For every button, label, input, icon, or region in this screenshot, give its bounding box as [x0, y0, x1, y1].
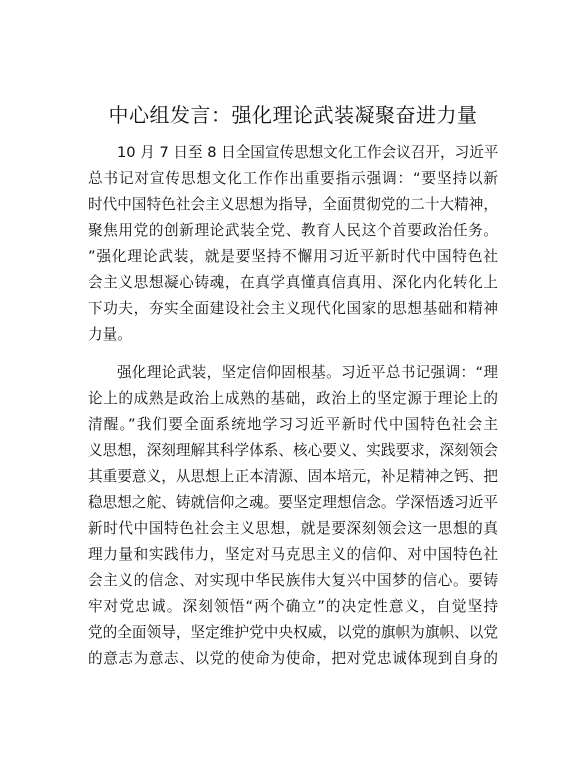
text-line: 会主义思想凝心铸魂，在真学真懂真信真用、深化内化转化上 [88, 274, 498, 291]
text-line: 会主义的信念、对实现中华民族伟大复兴中国梦的信心。要铸 [88, 572, 498, 589]
text-line: 论上的成熟是政治上成熟的基础，政治上的坚定源于理论上的 [88, 390, 498, 407]
text-line: 强化理论武装，坚定信仰固根基。习近平总书记强调：“理 [117, 364, 498, 381]
text-line: 时代中国特色社会主义思想为指导，全面贯彻党的二十大精神， [88, 196, 498, 213]
text-line: 其重要意义，从思想上正本清源、固本培元，补足精神之钙、把 [88, 468, 498, 485]
document-title: 中心组发言：强化理论武装凝聚奋进力量 [108, 103, 478, 127]
text-line: 下功夫，夯实全面建设社会主义现代化国家的思想基础和精神 [88, 300, 498, 317]
paragraph-1 [88, 140, 498, 348]
text-line: 力量。 [88, 326, 132, 343]
text-line: ”强化理论武装，就是要坚持不懈用习近平新时代中国特色社 [88, 248, 498, 265]
text-line: 牢对党忠诚。深刻领悟“两个确立”的决定性意义，自觉坚持 [88, 598, 498, 615]
paragraph-2 [88, 360, 498, 672]
text-line: 理力量和实践伟力，坚定对马克思主义的信仰、对中国特色社 [88, 546, 498, 563]
text-line: 新时代中国特色社会主义思想，就是要深刻领会这一思想的真 [88, 520, 498, 537]
text-line: 稳思想之舵、铸就信仰之魂。要坚定理想信念。学深悟透习近平 [88, 494, 498, 511]
text-line: 党的全面领导，坚定维护党中央权威，以党的旗帜为旗帜、以党 [88, 624, 498, 641]
text-line: 清醒。”我们要全面系统地学习习近平新时代中国特色社会主 [88, 416, 498, 433]
document-body [88, 140, 498, 684]
text-line: 聚焦用党的创新理论武装全党、教育人民这个首要政治任务。 [88, 222, 498, 239]
text-line: 的意志为意志、以党的使命为使命，把对党忠诚体现到自身的 [88, 650, 498, 667]
text-line: 总书记对宣传思想文化工作作出重要指示强调：“要坚持以新 [88, 170, 498, 187]
text-line: 10 月 7 日至 8 日全国宣传思想文化工作会议召开，习近平 [117, 144, 499, 161]
text-line: 义思想，深刻理解其科学体系、核心要义、实践要求，深刻领会 [88, 442, 498, 459]
